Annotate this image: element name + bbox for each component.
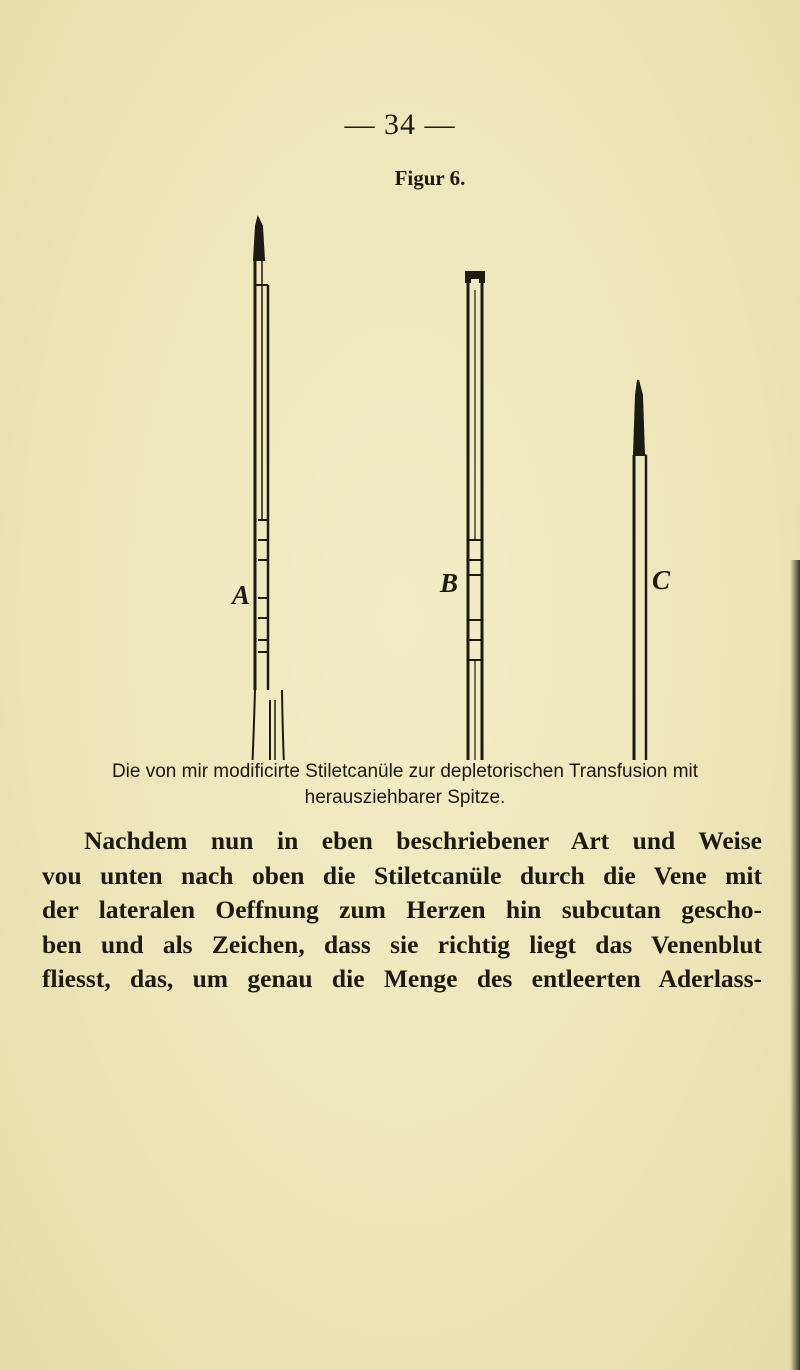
stylet-c [634, 380, 646, 760]
body-line-5: fliesst, das, um genau die Menge des entleerten Aderlass- [42, 964, 762, 993]
body-line-1: Nachdem nun in eben beschriebener Art und Weise [84, 826, 762, 855]
label-a: A [232, 580, 251, 610]
caption-line-2: herausziehbarer Spitze. [304, 787, 506, 808]
cannula-illustration [0, 200, 800, 760]
cannula-b [450, 272, 502, 760]
body-line-4: ben und als Zeichen, dass sie richtig liegt das Venenblut [42, 929, 762, 959]
label-c: C [652, 565, 671, 595]
label-b: B [440, 568, 459, 598]
cannula-a [232, 218, 292, 760]
figure-caption [40, 759, 770, 811]
body-line-2: vou unten nach oben die Stiletcanüle durch die Vene mit [42, 860, 762, 890]
page-number: — 34 — [344, 108, 456, 141]
body-paragraph [42, 824, 762, 997]
figure-title: Figur 6. [394, 166, 466, 190]
body-line-3: der lateralen Oeffnung zum Herzen hin subcutan gescho- [42, 895, 762, 924]
caption-line-1: Die von mir modificirte Stiletcanüle zur depletorischen Transfusion mit [111, 761, 699, 782]
